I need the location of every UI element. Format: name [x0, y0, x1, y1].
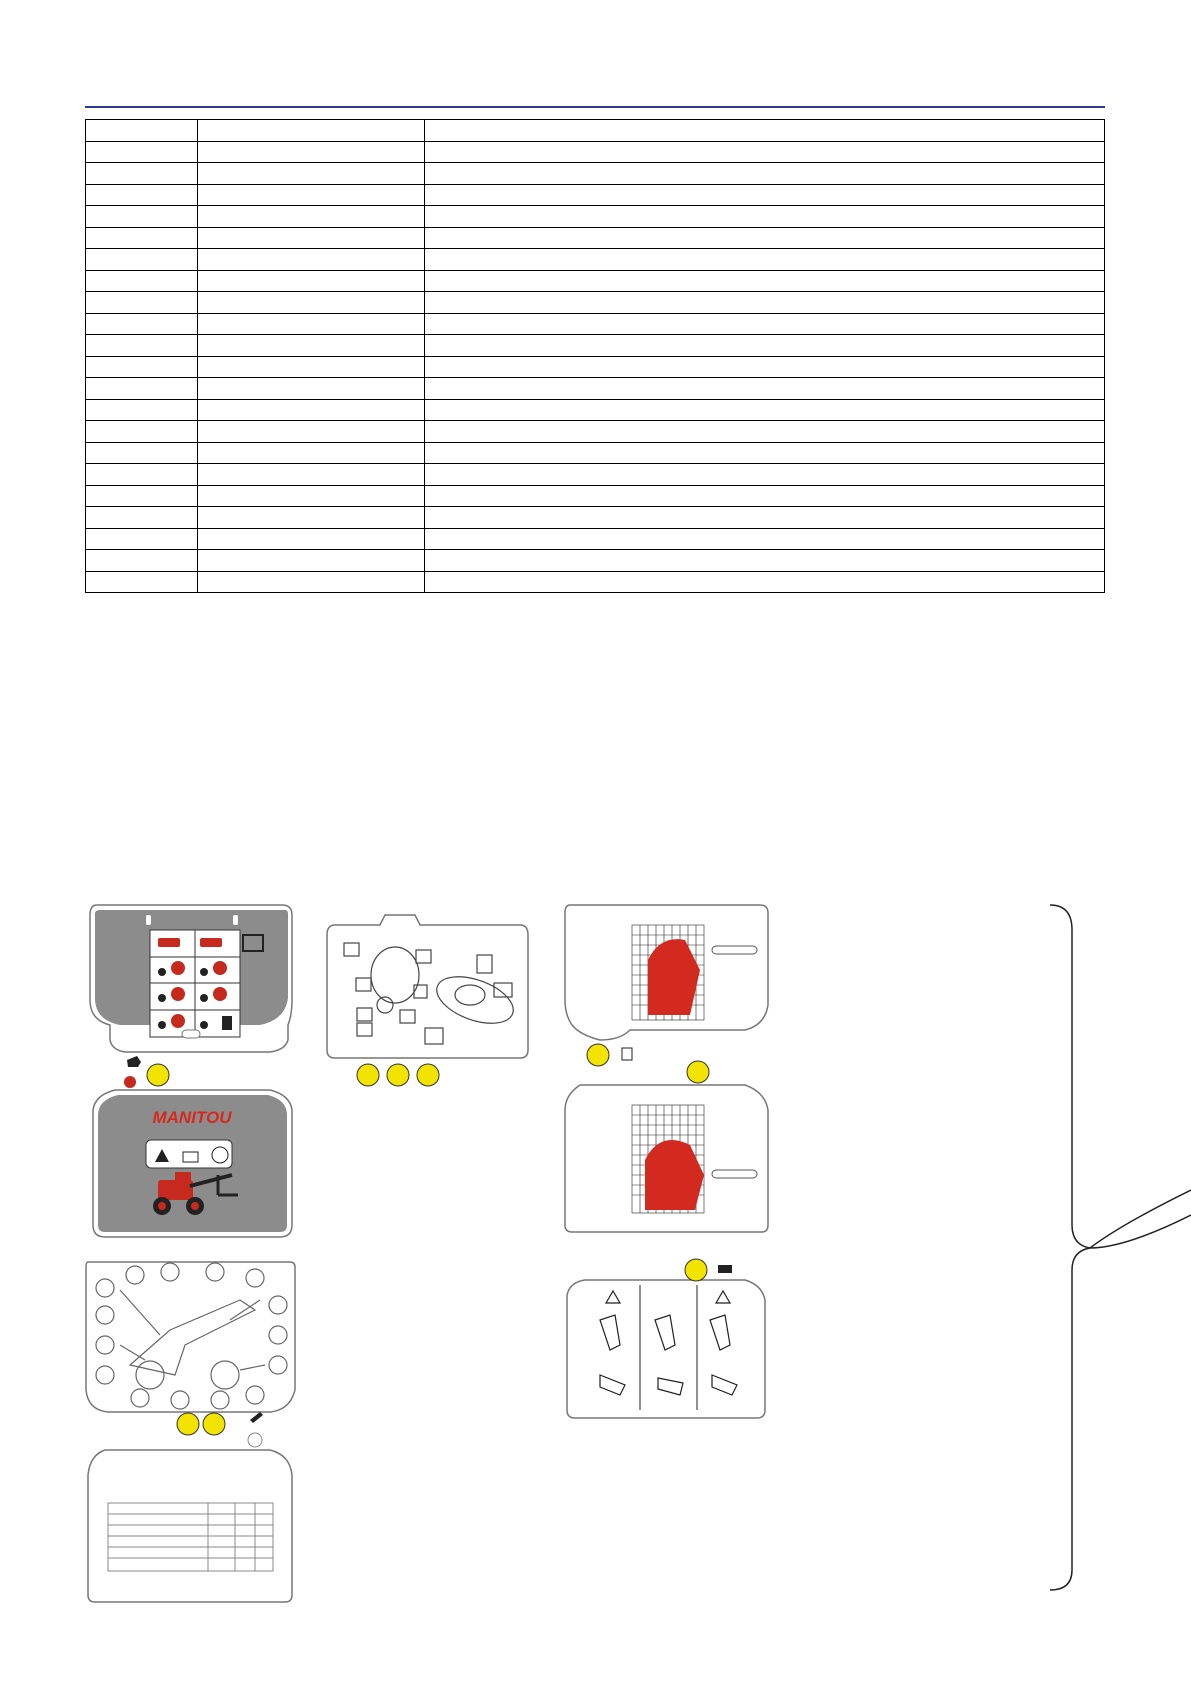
group-bracket: [1050, 905, 1191, 1590]
decal-manitou-brand: [93, 1090, 292, 1237]
manitou-logo-text: MANITOU: [152, 1108, 232, 1127]
decal-load-chart-top: [565, 905, 768, 1066]
decal-safety-pictograms: [90, 905, 292, 1088]
decal-capacity-table: [88, 1433, 292, 1602]
decal-controls: [327, 915, 528, 1086]
decal-machine-overview: [86, 1262, 295, 1435]
decal-attachment-warning: [567, 1259, 765, 1418]
decal-load-chart-bottom: [565, 1061, 768, 1232]
